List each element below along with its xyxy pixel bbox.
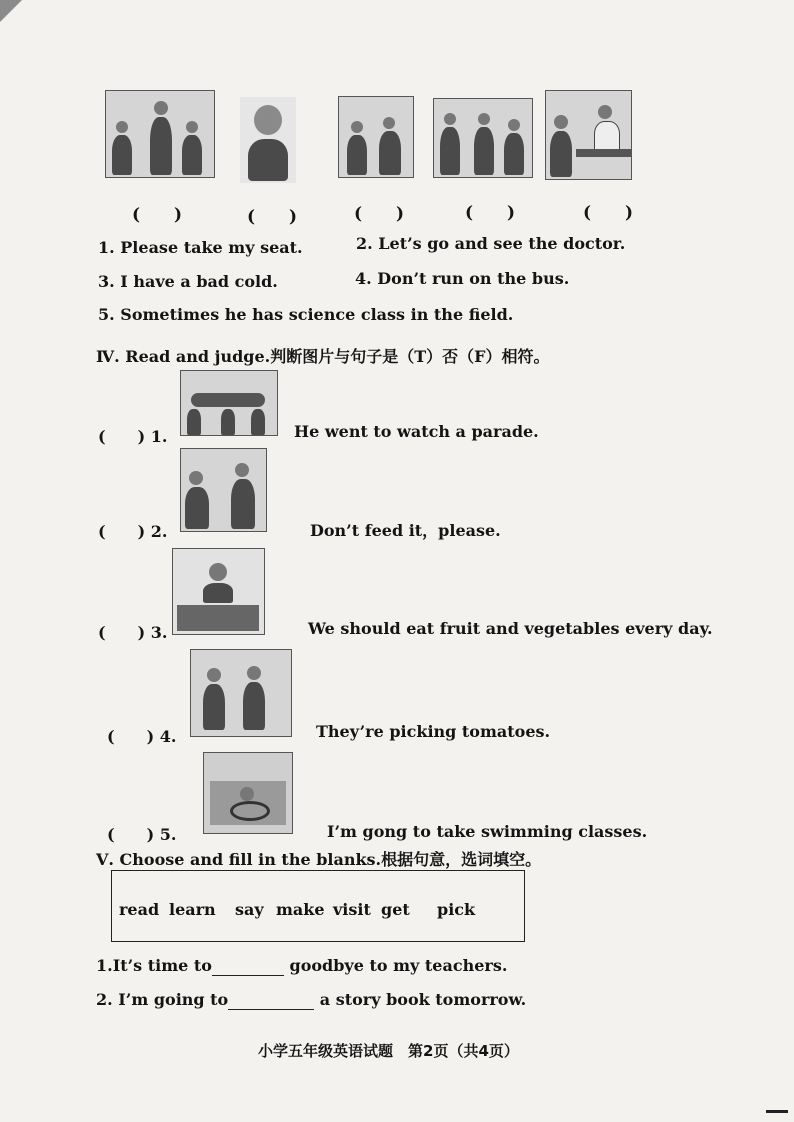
picture-doctor-visit	[545, 90, 632, 180]
word-bank-item: learn	[169, 900, 216, 919]
edge-mark	[766, 1110, 788, 1113]
page-footer: 小学五年级英语试题 第2页（共4页）	[258, 1042, 519, 1060]
judge-number[interactable]: ( ) 3.	[98, 623, 168, 642]
answer-bracket[interactable]: ( )	[465, 203, 516, 223]
judge-number[interactable]: ( ) 2.	[98, 522, 168, 541]
sentence-option: 3. I have a bad cold.	[98, 272, 278, 291]
section-heading: Ⅴ. Choose and fill in the blanks.根据句意，选词填空。	[96, 850, 542, 869]
picture-sick-girl	[240, 97, 296, 183]
sentence-option: 4. Don’t run on the bus.	[355, 269, 570, 288]
question-text: goodbye to my teachers.	[283, 956, 508, 975]
picture-bus-passengers	[433, 98, 533, 178]
page-corner-fold	[0, 0, 22, 22]
sentence-option: 5. Sometimes he has science class in the field.	[98, 305, 514, 324]
answer-blank[interactable]	[212, 956, 284, 976]
picture-swimming-pool	[203, 752, 293, 834]
judge-sentence: We should eat fruit and vegetables every day.	[308, 619, 713, 638]
fill-question-2	[96, 990, 526, 1010]
word-bank-item: get	[381, 900, 410, 919]
judge-number[interactable]: ( ) 5.	[107, 825, 177, 844]
answer-bracket[interactable]: ( )	[583, 203, 634, 223]
sentence-option: 2. Let’s go and see the doctor.	[356, 234, 626, 253]
picture-picking-in-field	[190, 649, 292, 737]
fill-question-1	[96, 956, 507, 976]
judge-sentence: I’m gong to take swimming classes.	[327, 822, 648, 841]
picture-dragon-parade	[180, 370, 278, 436]
question-text: 1.It’s time to	[96, 956, 212, 975]
word-bank-item: pick	[437, 900, 476, 919]
answer-bracket[interactable]: ( )	[132, 205, 183, 225]
picture-children-at-fence	[180, 448, 267, 532]
answer-bracket[interactable]: ( )	[247, 207, 298, 227]
question-text: 2. I’m going to	[96, 990, 229, 1009]
answer-bracket[interactable]: ( )	[354, 204, 405, 224]
picture-teacher-with-students	[105, 90, 215, 178]
picture-boy-eating	[172, 548, 265, 635]
picture-classroom	[338, 96, 414, 178]
judge-number[interactable]: ( ) 1.	[98, 427, 168, 446]
word-bank-item: make	[276, 900, 325, 919]
answer-blank[interactable]	[228, 990, 314, 1010]
judge-sentence: They’re picking tomatoes.	[316, 722, 551, 741]
word-bank-item: visit	[333, 900, 371, 919]
section-heading: Ⅳ. Read and judge.判断图片与句子是（T）否（F）相符。	[96, 347, 550, 366]
word-bank-item: say	[235, 900, 264, 919]
question-text: a story book tomorrow.	[314, 990, 527, 1009]
judge-number[interactable]: ( ) 4.	[107, 727, 177, 746]
judge-sentence: He went to watch a parade.	[294, 422, 539, 441]
word-bank-item: read	[119, 900, 160, 919]
sentence-option: 1. Please take my seat.	[98, 238, 303, 257]
judge-sentence: Don’t feed it，please.	[310, 521, 501, 540]
